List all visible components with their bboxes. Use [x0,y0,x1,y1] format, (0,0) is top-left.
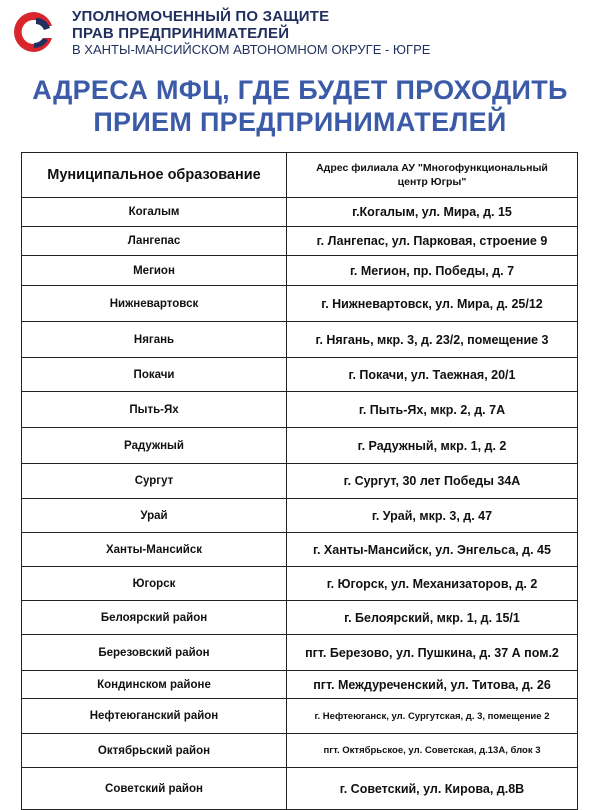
title-line-2: ПРИЕМ ПРЕДПРИНИМАТЕЛЕЙ [93,107,507,137]
municipality-cell: Урай [22,499,287,533]
municipality-cell: Нефтеюганский район [22,699,287,734]
address-cell: г. Пыть-Ях, мкр. 2, д. 7А [287,392,578,428]
municipality-cell: Кондинском районе [22,671,287,699]
table-row [22,734,578,768]
municipality-cell: Советский район [22,768,287,810]
table-row [22,286,578,322]
table-row [22,256,578,286]
municipality-cell: Березовский район [22,635,287,671]
table-header-row [22,153,578,198]
table-row [22,533,578,567]
address-cell: г. Нягань, мкр. 3, д. 23/2, помещение 3 [287,322,578,358]
table-row [22,198,578,227]
organization-name [72,8,430,58]
header [0,0,600,62]
address-cell: г. Ханты-Мансийск, ул. Энгельса, д. 45 [287,533,578,567]
address-cell: г. Лангепас, ул. Парковая, строение 9 [287,227,578,256]
municipality-cell: Покачи [22,358,287,392]
municipality-cell: Октябрьский район [22,734,287,768]
address-cell: пгт. Междуреченский, ул. Титова, д. 26 [287,671,578,699]
municipality-cell: Пыть-Ях [22,392,287,428]
red-blue-circle-logo-icon [10,8,58,56]
table-row [22,428,578,464]
address-cell: г. Югорск, ул. Механизаторов, д. 2 [287,567,578,601]
municipality-cell: Мегион [22,256,287,286]
column-header-municipality: Муниципальное образование [22,153,287,198]
address-header-line-2: центр Югры" [397,176,467,188]
address-cell: г. Белоярский, мкр. 1, д. 15/1 [287,601,578,635]
municipality-cell: Когалым [22,198,287,227]
address-header-line-1: Адрес филиала АУ "Многофункциональный [316,162,548,174]
address-cell: г. Урай, мкр. 3, д. 47 [287,499,578,533]
table-row [22,358,578,392]
page-title [0,74,600,138]
municipality-cell: Белоярский район [22,601,287,635]
table-row [22,601,578,635]
municipality-cell: Лангепас [22,227,287,256]
address-cell: г. Нижневартовск, ул. Мира, д. 25/12 [287,286,578,322]
table-row [22,671,578,699]
org-line-1: УПОЛНОМОЧЕННЫЙ ПО ЗАЩИТЕ [72,8,330,25]
table-row [22,499,578,533]
municipality-cell: Югорск [22,567,287,601]
org-line-3: В ХАНТЫ-МАНСИЙСКОМ АВТОНОМНОМ ОКРУГЕ - ЮГРЕ [72,42,431,57]
table-row [22,464,578,499]
address-cell: г. Сургут, 30 лет Победы 34А [287,464,578,499]
municipality-cell: Нижневартовск [22,286,287,322]
table-row [22,392,578,428]
address-cell: пгт. Октябрьское, ул. Советская, д.13А, блок 3 [287,734,578,768]
column-header-address [287,153,578,198]
table-row [22,699,578,734]
address-cell: г. Покачи, ул. Таежная, 20/1 [287,358,578,392]
mfc-address-table [21,152,578,810]
address-cell: г. Советский, ул. Кирова, д.8В [287,768,578,810]
org-line-2: ПРАВ ПРЕДПРИНИМАТЕЛЕЙ [72,25,290,42]
title-line-1: АДРЕСА МФЦ, ГДЕ БУДЕТ ПРОХОДИТЬ [32,75,568,105]
table-row [22,567,578,601]
table-row [22,322,578,358]
municipality-cell: Нягань [22,322,287,358]
table-row [22,768,578,810]
address-cell: пгт. Березово, ул. Пушкина, д. 37 А пом.2 [287,635,578,671]
address-cell: г. Радужный, мкр. 1, д. 2 [287,428,578,464]
table-row [22,635,578,671]
municipality-cell: Радужный [22,428,287,464]
municipality-cell: Ханты-Мансийск [22,533,287,567]
address-cell: г. Мегион, пр. Победы, д. 7 [287,256,578,286]
municipality-cell: Сургут [22,464,287,499]
address-cell: г.Когалым, ул. Мира, д. 15 [287,198,578,227]
table-row [22,227,578,256]
address-cell: г. Нефтеюганск, ул. Сургутская, д. 3, помещение 2 [287,699,578,734]
